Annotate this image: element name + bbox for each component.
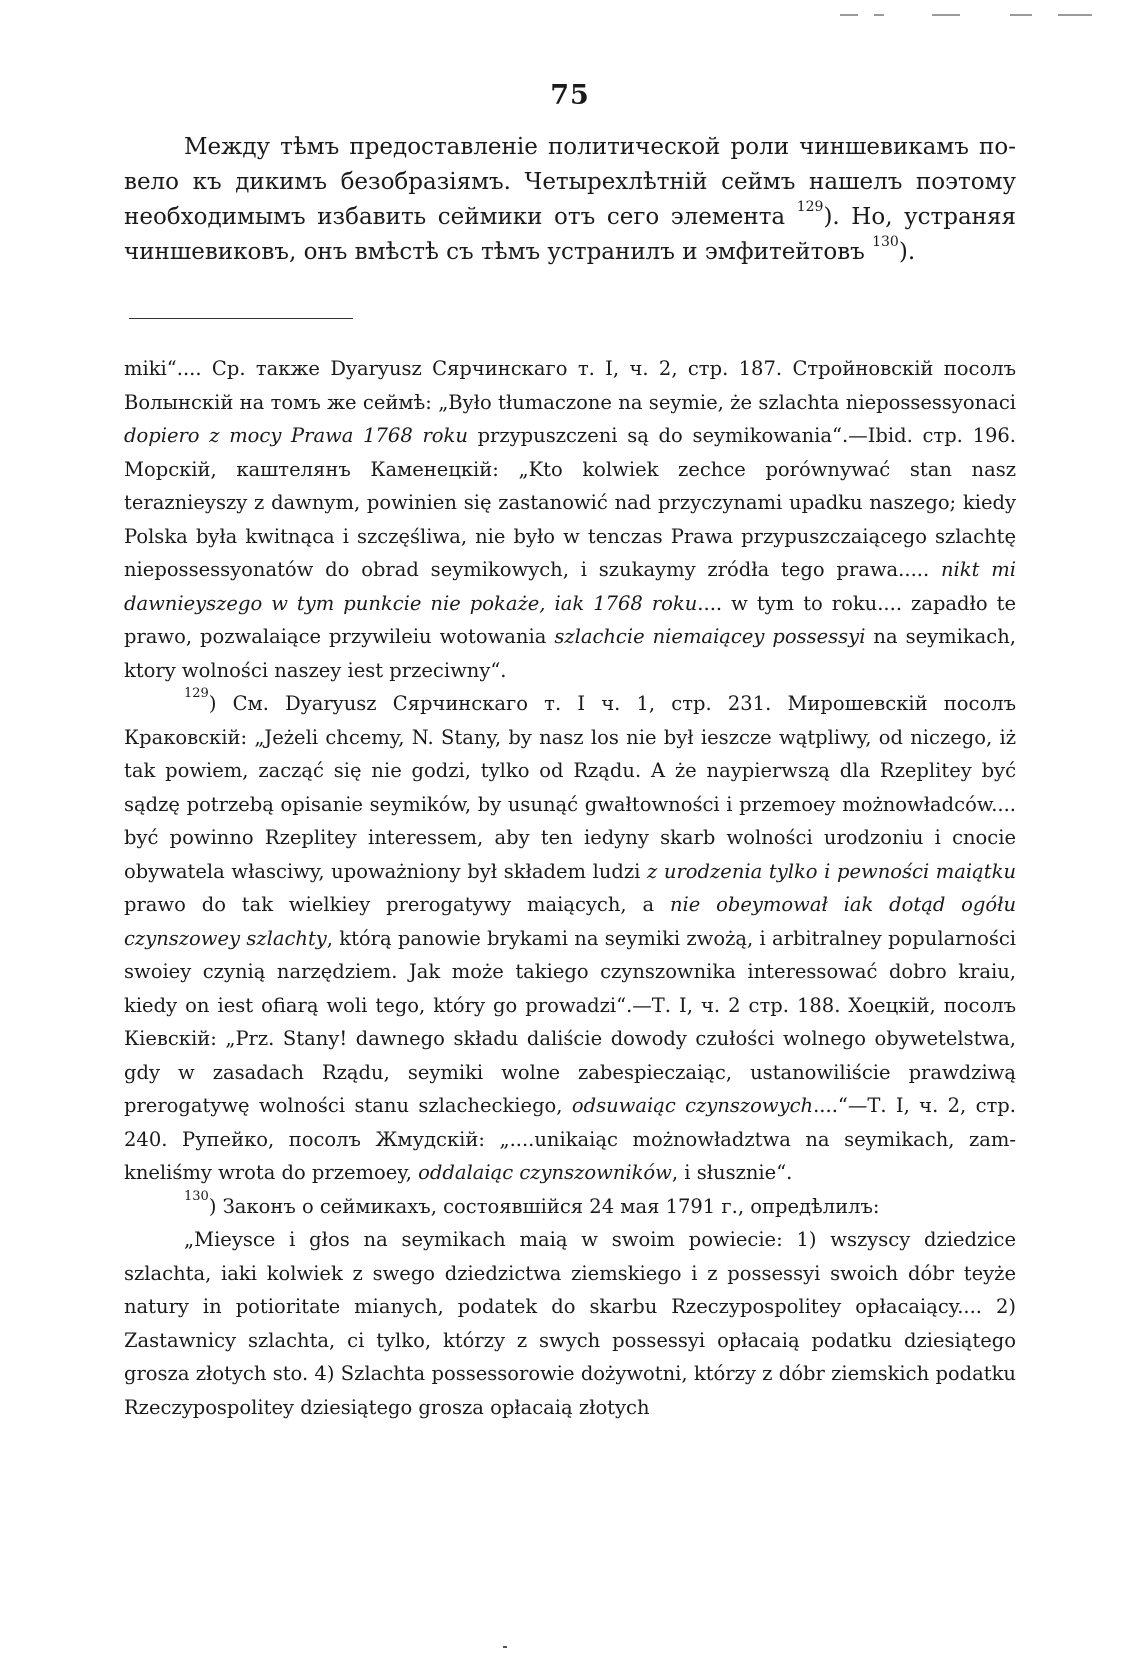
scan-edge-marks bbox=[840, 14, 1100, 20]
footnote-ref-129: 129 bbox=[796, 199, 824, 215]
main-text bbox=[124, 130, 1016, 270]
footnote-number: 130 bbox=[184, 1188, 209, 1204]
footnote-number: 129 bbox=[184, 686, 209, 701]
footnote-continuation: miki“.... Ср. также Dyaryusz Сярчинскаго т. I, ч. 2, стр. 187. Стройновскій посолъ Волынскій на томъ же сеймѣ: „Było tłumaczone na seymie, że szlachta niepossessyonaci dopiero z mocy Prawa 1768 roku przypuszczeni są do seymikowania“.—Ibid. стр. 196. Морскій, каштелянъ Каменецкій: „Kto kolwiek zechce porównywać stan nasz teraznieyszy z dawnym, powinien się zastanowić nad przyczynami upadku naszego; kiedy Polska była kwitnąca i szczęśliwa, nie było w tenczas Prawa przypuszczaiącego szlachtę niepossessyonatów do obrad seymikowych, i szukaymy zródła tego prawa..... nikt mi dawnieyszego w tym punkcie nie pokaże, iak 1768 roku.... w tym to roku.... zapadło te prawo, pozwalaiące przywileiu wotowania szlachcie niemaiącey possessyi na seymikach, ktory wolności naszey iest przeciwny“. bbox=[124, 357, 1017, 682]
footnotes bbox=[124, 352, 1016, 1424]
main-paragraph: Между тѣмъ предоставленіе политической роли чиншевикамъ повело къ дикимъ безобразіямъ. Четырехлѣтній сеймъ нашелъ поэтому необходимымъ избавить сеймики отъ сего элемента $^{129}$). Но, устраняя чиншевиковъ, онъ вмѣстѣ съ тѣмъ устранилъ и эмфитейтовъ $^{130}$). bbox=[124, 134, 1017, 265]
footnote-separator bbox=[129, 318, 353, 319]
footnote-129: $^{129}$) См. Dyaryusz Сярчинскаго т. I ч. 1, стр. 231. Мирошевскій посолъ Краковскій: „Jeżeli chcemy, N. Stany, by nasz los nie był ieszcze wątpliwy, od niczego, iż tak powiem, zacząć się nie godzi, tylko od Rządu. A że naypierwszą dla Rzeplitey być sądzę potrzebą opisanie seymików, by usunąć gwałtowności i przemoey możnowładców.... być powinno Rzeplitey interessem, aby ten iedyny skarb wolności urodzoniu i cnocie obywatela własciwy, upoważniony był składem ludzi z urodzenia tylko i pewności maiątku prawo do tak wielkiey prerogatywy maiących, a nie obeymował iak dotąd ogółu czynszowey szlachty, którą panowie brykami na seymiki zwożą, i arbitralney popularności swoiey czynią narzędziem. Jak może takiego czynszownika interessować dobro kraiu, kiedy on iest ofiarą woli tego, który go prowadzi“.—Т. I, ч. 2 стр. 188. Хоецкій, посолъ Кіевскій: „Prz. Stany! dawnego składu daliście dowody czułości wolnego obywetelstwa, gdy w zasadach Rządu, seymiki wolne zabespieczaiąc, ustanowiliście prawdziwą prerogatywę wolności stanu szlacheckiego, odsuwaiąc czynszowych....“—Т. I, ч. 2, стр. 240. Рупейко, посолъ Жмудскій: „....unikaiąc możnowładztwa na seymikach, zamkneliśmy wrota do przemoey, oddalaiąc czynszowników, i słusznie“. bbox=[124, 686, 1017, 1184]
footnote-ref-130: 130 bbox=[872, 234, 899, 250]
scan-speck bbox=[503, 1646, 507, 1648]
footnote-130: $^{130}$) Законъ о сеймикахъ, состоявшійся 24 мая 1791 г., опредѣлилъ: bbox=[184, 1188, 880, 1218]
page-number: 75 bbox=[550, 80, 590, 111]
footnote-130-quote: „Mieysce i głos na seymikach maią w swoim powiecie: 1) wszyscy dziedzice szlachta, iaki kolwiek z swego dziedzictwa ziemskiego i z possessyi swoich dóbr teyże natury in potioritate mianych, podatek do skarbu Rzeczypospolitey opłacaiący.... 2) Zastawnicy szlachta, ci tylko, którzy z swych possessyi opłacaią podatku dziesiątego grosza złotych sto. 4) Szlachta possessorowie dożywotni, którzy z dóbr ziemskich podatku Rzeczypospolitey dziesiątego grosza opłacaią złotych bbox=[124, 1228, 1016, 1419]
